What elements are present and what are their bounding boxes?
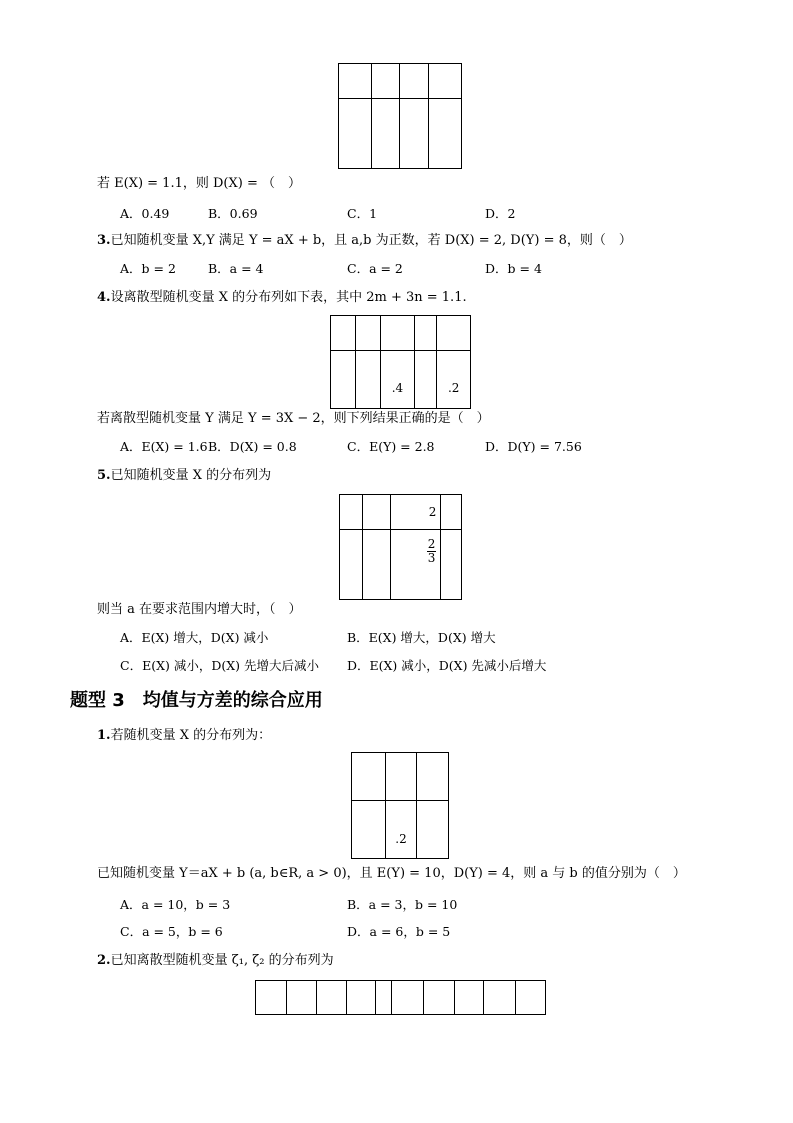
fraction [427, 538, 437, 565]
question-stem: 设离散型随机变量 X 的分布列如下表，其中 2m + 3n = 1.1. [110, 290, 467, 305]
table-cell [372, 64, 400, 99]
table-cell [392, 981, 423, 1015]
question-number: 2. [97, 953, 111, 968]
table-cell: .4 [381, 351, 415, 409]
table-cell [331, 316, 356, 351]
question-stem: 已知随机变量 X 的分布列为 [110, 468, 272, 483]
option-d[interactable]: D．a = 6，b = 5 [347, 924, 451, 939]
table-cell [417, 801, 449, 859]
question-number: 1. [97, 728, 111, 743]
table-cell [362, 495, 390, 530]
table-cell [372, 99, 400, 169]
table-cell [287, 981, 316, 1015]
problem-2 [97, 953, 334, 969]
table-cell: 2 [391, 495, 441, 530]
table-cell [441, 530, 462, 600]
distribution-table-4 [330, 315, 471, 409]
table-cell [355, 351, 381, 409]
section-heading: 题型 3 均值与方差的综合应用 [70, 690, 323, 711]
table-cell: .2 [385, 801, 417, 859]
option-c[interactable]: C．a = 2 [347, 261, 403, 276]
table-cell: .2 [437, 351, 471, 409]
table-cell [339, 99, 372, 169]
question-condition: 已知随机变量 Y＝aX + b (a, b∈R, a > 0)，且 E(Y) = 10，D(Y) = 4，则 a 与 b 的值分别为（ ） [97, 866, 686, 881]
question-number: 4. [97, 290, 111, 305]
option-d[interactable]: D．E(X) 减小，D(X) 先减小后增大 [347, 658, 547, 673]
table-cell [400, 64, 429, 99]
option-b[interactable]: B．a = 3，b = 10 [347, 897, 458, 912]
option-b[interactable]: B．E(X) 增大，D(X) 增大 [347, 630, 496, 645]
table-cell [346, 981, 375, 1015]
question-stem: 已知离散型随机变量 ζ₁, ζ₂ 的分布列为 [110, 953, 334, 968]
problem-1 [97, 728, 271, 744]
option-a[interactable]: A．0.49 [120, 206, 170, 221]
table-cell [515, 981, 545, 1015]
option-b[interactable]: B．0.69 [208, 206, 258, 221]
question-condition: 若 E(X) = 1.1，则 D(X) = （ ） [97, 176, 301, 191]
table-cell [391, 530, 441, 600]
option-a[interactable]: A．a = 10，b = 3 [120, 897, 231, 912]
table-cell [428, 99, 461, 169]
distribution-table-p1 [351, 752, 449, 859]
option-c[interactable]: C．1 [347, 206, 378, 221]
option-d[interactable]: D．2 [485, 206, 516, 221]
question-5 [97, 468, 271, 484]
table-cell [376, 981, 392, 1015]
option-c[interactable]: C．a = 5，b = 6 [120, 924, 223, 939]
table-cell [437, 316, 471, 351]
option-d[interactable]: D．b = 4 [485, 261, 542, 276]
option-b[interactable]: B．D(X) = 0.8 [208, 439, 297, 454]
option-d[interactable]: D．D(Y) = 7.56 [485, 439, 582, 454]
table-cell [355, 316, 381, 351]
table-cell [316, 981, 346, 1015]
option-a[interactable]: A．b = 2 [120, 261, 176, 276]
distribution-table-5 [339, 494, 462, 600]
table-cell [385, 753, 417, 801]
table-cell [340, 530, 363, 600]
option-c[interactable]: C．E(Y) = 2.8 [347, 439, 435, 454]
question-4 [97, 290, 467, 306]
option-a[interactable]: A．E(X) 增大，D(X) 减小 [120, 630, 269, 645]
table-cell [362, 530, 390, 600]
table-cell [441, 495, 462, 530]
table-cell [340, 495, 363, 530]
question-condition: 则当 a 在要求范围内增大时，（ ） [97, 602, 302, 617]
table-cell [256, 981, 287, 1015]
question-number: 5. [97, 468, 111, 483]
option-c[interactable]: C．E(X) 减小，D(X) 先增大后减小 [120, 658, 319, 673]
table-cell [417, 753, 449, 801]
table-cell [331, 351, 356, 409]
table-cell [381, 316, 415, 351]
question-number: 3. [97, 233, 111, 248]
option-a[interactable]: A．E(X) = 1.6 [120, 439, 208, 454]
fraction-numerator: 2 [427, 537, 436, 551]
table-cell [339, 64, 372, 99]
option-b[interactable]: B．a = 4 [208, 261, 264, 276]
table-cell [352, 801, 386, 859]
table-cell [414, 351, 437, 409]
table-cell [455, 981, 484, 1015]
question-stem: 若随机变量 X 的分布列为： [110, 728, 272, 743]
table-cell [352, 753, 386, 801]
table-cell [428, 64, 461, 99]
distribution-table-1 [338, 63, 462, 169]
distribution-table-p2 [255, 980, 546, 1015]
question-condition: 若离散型随机变量 Y 满足 Y = 3X − 2，则下列结果正确的是（ ） [97, 411, 490, 426]
table-cell [400, 99, 429, 169]
table-cell [484, 981, 515, 1015]
question-stem: 已知随机变量 X,Y 满足 Y = aX + b，且 a,b 为正数，若 D(X) = 2, D(Y) = 8，则（ ） [110, 233, 632, 248]
fraction-denominator: 3 [427, 551, 436, 565]
table-cell [423, 981, 454, 1015]
table-cell [414, 316, 437, 351]
question-3 [97, 233, 632, 249]
